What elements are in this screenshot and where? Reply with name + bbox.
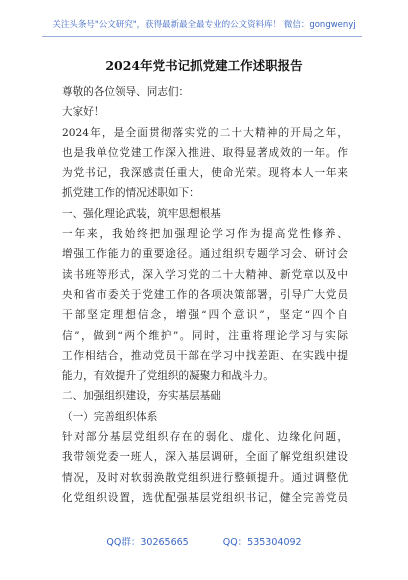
- section-heading: 一、强化理论武装，筑牢思想根基: [62, 207, 221, 220]
- body-line: 一年来，我始终把加强理论学习作为提高党性修养、: [62, 228, 348, 241]
- body-line: 尊敬的各位领导、同志们：: [62, 86, 190, 98]
- body-line: 大家好！: [62, 106, 105, 119]
- body-line: 也是我单位党建工作深入推进、取得显著成效的一年。作: [62, 146, 348, 159]
- body-line: 工作相结合，推动党员干部在学习中找差距、在实践中提: [62, 349, 348, 362]
- body-line: 信”，做到“两个维护”。同时，注重将理论学习与实际: [62, 329, 348, 342]
- header-divider: [42, 36, 362, 37]
- header-banner: 关注头条号"公文研究"，获得最新最全最专业的公文资料库！ 微信：gongwenyj: [52, 20, 356, 30]
- section-heading: 二、加强组织建设，夯实基层基础: [62, 390, 221, 403]
- footer-qq: QQ：535304092: [222, 537, 302, 548]
- body-line: 为党书记，我深感责任重大，使命光荣。现将本人一年来: [62, 167, 348, 180]
- body-line: 情况，及时对软弱涣散党组织进行整顿提升。通过调整优: [62, 471, 348, 484]
- body-line: 抓党建工作的情况述职如下：: [62, 187, 200, 200]
- body-line: 增强工作能力的重要途径。通过组织专题学习会、研讨会: [62, 248, 348, 261]
- body-line: 央和省市委关于党建工作的各项决策部署，引导广大党员: [62, 288, 348, 301]
- footer-contact: [0, 534, 408, 548]
- body-line: 干部坚定理想信念，增强“四个意识”，坚定“四个自: [62, 309, 348, 322]
- body-line: 化党组织设置，选优配强基层党组织书记，健全完善党员: [62, 491, 348, 504]
- document-body: [62, 82, 348, 508]
- footer-qq-group: QQ群：30265665: [106, 537, 189, 548]
- body-line: 我带领党委一班人，深入基层调研，全面了解党组织建设: [62, 451, 348, 464]
- document-title: 2024年党书记抓党建工作述职报告: [105, 58, 303, 73]
- subsection-heading: （一）完善组织体系: [62, 410, 158, 423]
- body-line: 2024年，是全面贯彻落实党的二十大精神的开局之年，: [62, 126, 348, 139]
- body-line: 能力，有效提升了党组织的凝聚力和战斗力。: [62, 370, 274, 383]
- body-line: 针对部分基层党组织存在的弱化、虚化、边缘化问题，: [62, 431, 348, 444]
- body-line: 读书班等形式，深入学习党的二十大精神、新党章以及中: [62, 268, 348, 281]
